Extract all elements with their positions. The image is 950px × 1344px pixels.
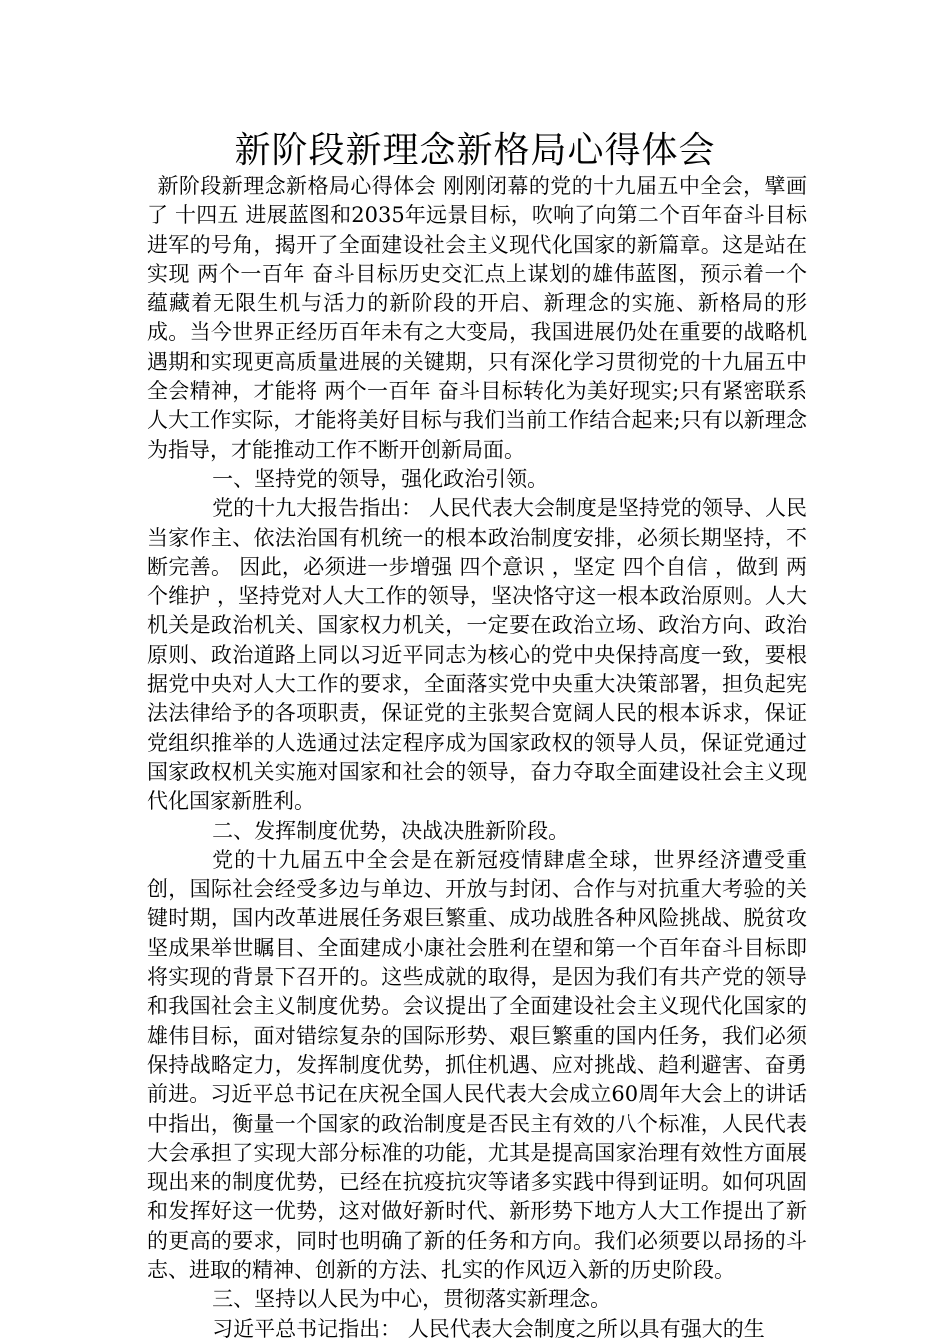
section-heading-2: 二、发挥制度优势，决战决胜新阶段。 [212,818,570,843]
section-paragraph-3: 习近平总书记指出： 人民代表大会制度之所以具有强大的生 [212,1316,765,1341]
intro-paragraph: 新阶段新理念新格局心得体会 刚刚闭幕的党的十九届五中全会，擘画了 十四五 进展蓝图和2035年远景目标，吹响了向第二个百年奋斗目标进军的号角，揭开了全面建设社会主义现代化国家的新篇章。这是站在实现 两个一百年 奋斗目标历史交汇点上谋划的雄伟蓝图，预示着一个蕴藏着无限生机与活力的新阶段的开启、新理念的实施、新格局的形成。当今世界正经历百年未有之大变局，我国进展仍处在重要的战略机遇期和实现更高质量进展的关键期，只有深化学习贯彻党的十九届五中全会精神，才能将 两个一百年 奋斗目标转化为美好现实;只有紧密联系人大工作实际，才能将美好目标与我们当前工作结合起来;只有以新理念为指导，才能推动工作不断开创新局面。 [147,174,807,462]
document-body [147,172,807,1344]
section-heading-1: 一、坚持党的领导，强化政治引领。 [212,466,549,491]
section-paragraph-1: 党的十九大报告指出： 人民代表大会制度是坚持党的领导、人民当家作主、依法治国有机统一的根本政治制度安排，必须长期坚持，不断完善。 因此，必须进一步增强 四个意识 ，坚定 四个自信 ，做到 两个维护 ，坚持党对人大工作的领导，坚决恪守这一根本政治原则。人大机关是政治机关、国家权力机关，一定要在政治立场、政治方向、政治原则、政治道路上同以习近平同志为核心的党中央保持高度一致，要根据党中央对人大工作的要求，全面落实党中央重大决策部署，担负起宪法法律给予的各项职责，保证党的主张契合宽阔人民的根本诉求，保证党组织推举的人选通过法定程序成为国家政权的领导人员，保证党通过国家政权机关实施对国家和社会的领导，奋力夺取全面建设社会主义现代化国家新胜利。 [147,496,807,814]
section-heading-3: 三、坚持以人民为中心，贯彻落实新理念。 [212,1287,612,1312]
document-title: 新阶段新理念新格局心得体会 [234,130,716,171]
section-paragraph-2: 党的十九届五中全会是在新冠疫情肆虐全球，世界经济遭受重创，国际社会经受多边与单边、开放与封闭、合作与对抗重大考验的关键时期，国内改革进展任务艰巨繁重、成功战胜各种风险挑战、脱贫攻坚成果举世瞩目、全面建成小康社会胜利在望和第一个百年奋斗目标即将实现的背景下召开的。这些成就的取得，是因为我们有共产党的领导和我国社会主义制度优势。会议提出了全面建设社会主义现代化国家的雄伟目标，面对错综复杂的国际形势、艰巨繁重的国内任务，我们必须保持战略定力，发挥制度优势，抓住机遇、应对挑战、趋利避害、奋勇前进。习近平总书记在庆祝全国人民代表大会成立60周年大会上的讲话中指出，衡量一个国家的政治制度是否民主有效的八个标准，人民代表大会承担了实现大部分标准的功能，尤其是提高国家治理有效性方面展现出来的制度优势，已经在抗疫抗灾等诸多实践中得到证明。如何巩固和发挥好这一优势，这对做好新时代、新形势下地方人大工作提出了新的更高的要求，同时也明确了新的任务和方向。我们必须要以昂扬的斗志、进取的精神、创新的方法、扎实的作风迈入新的历史阶段。 [147,847,807,1282]
